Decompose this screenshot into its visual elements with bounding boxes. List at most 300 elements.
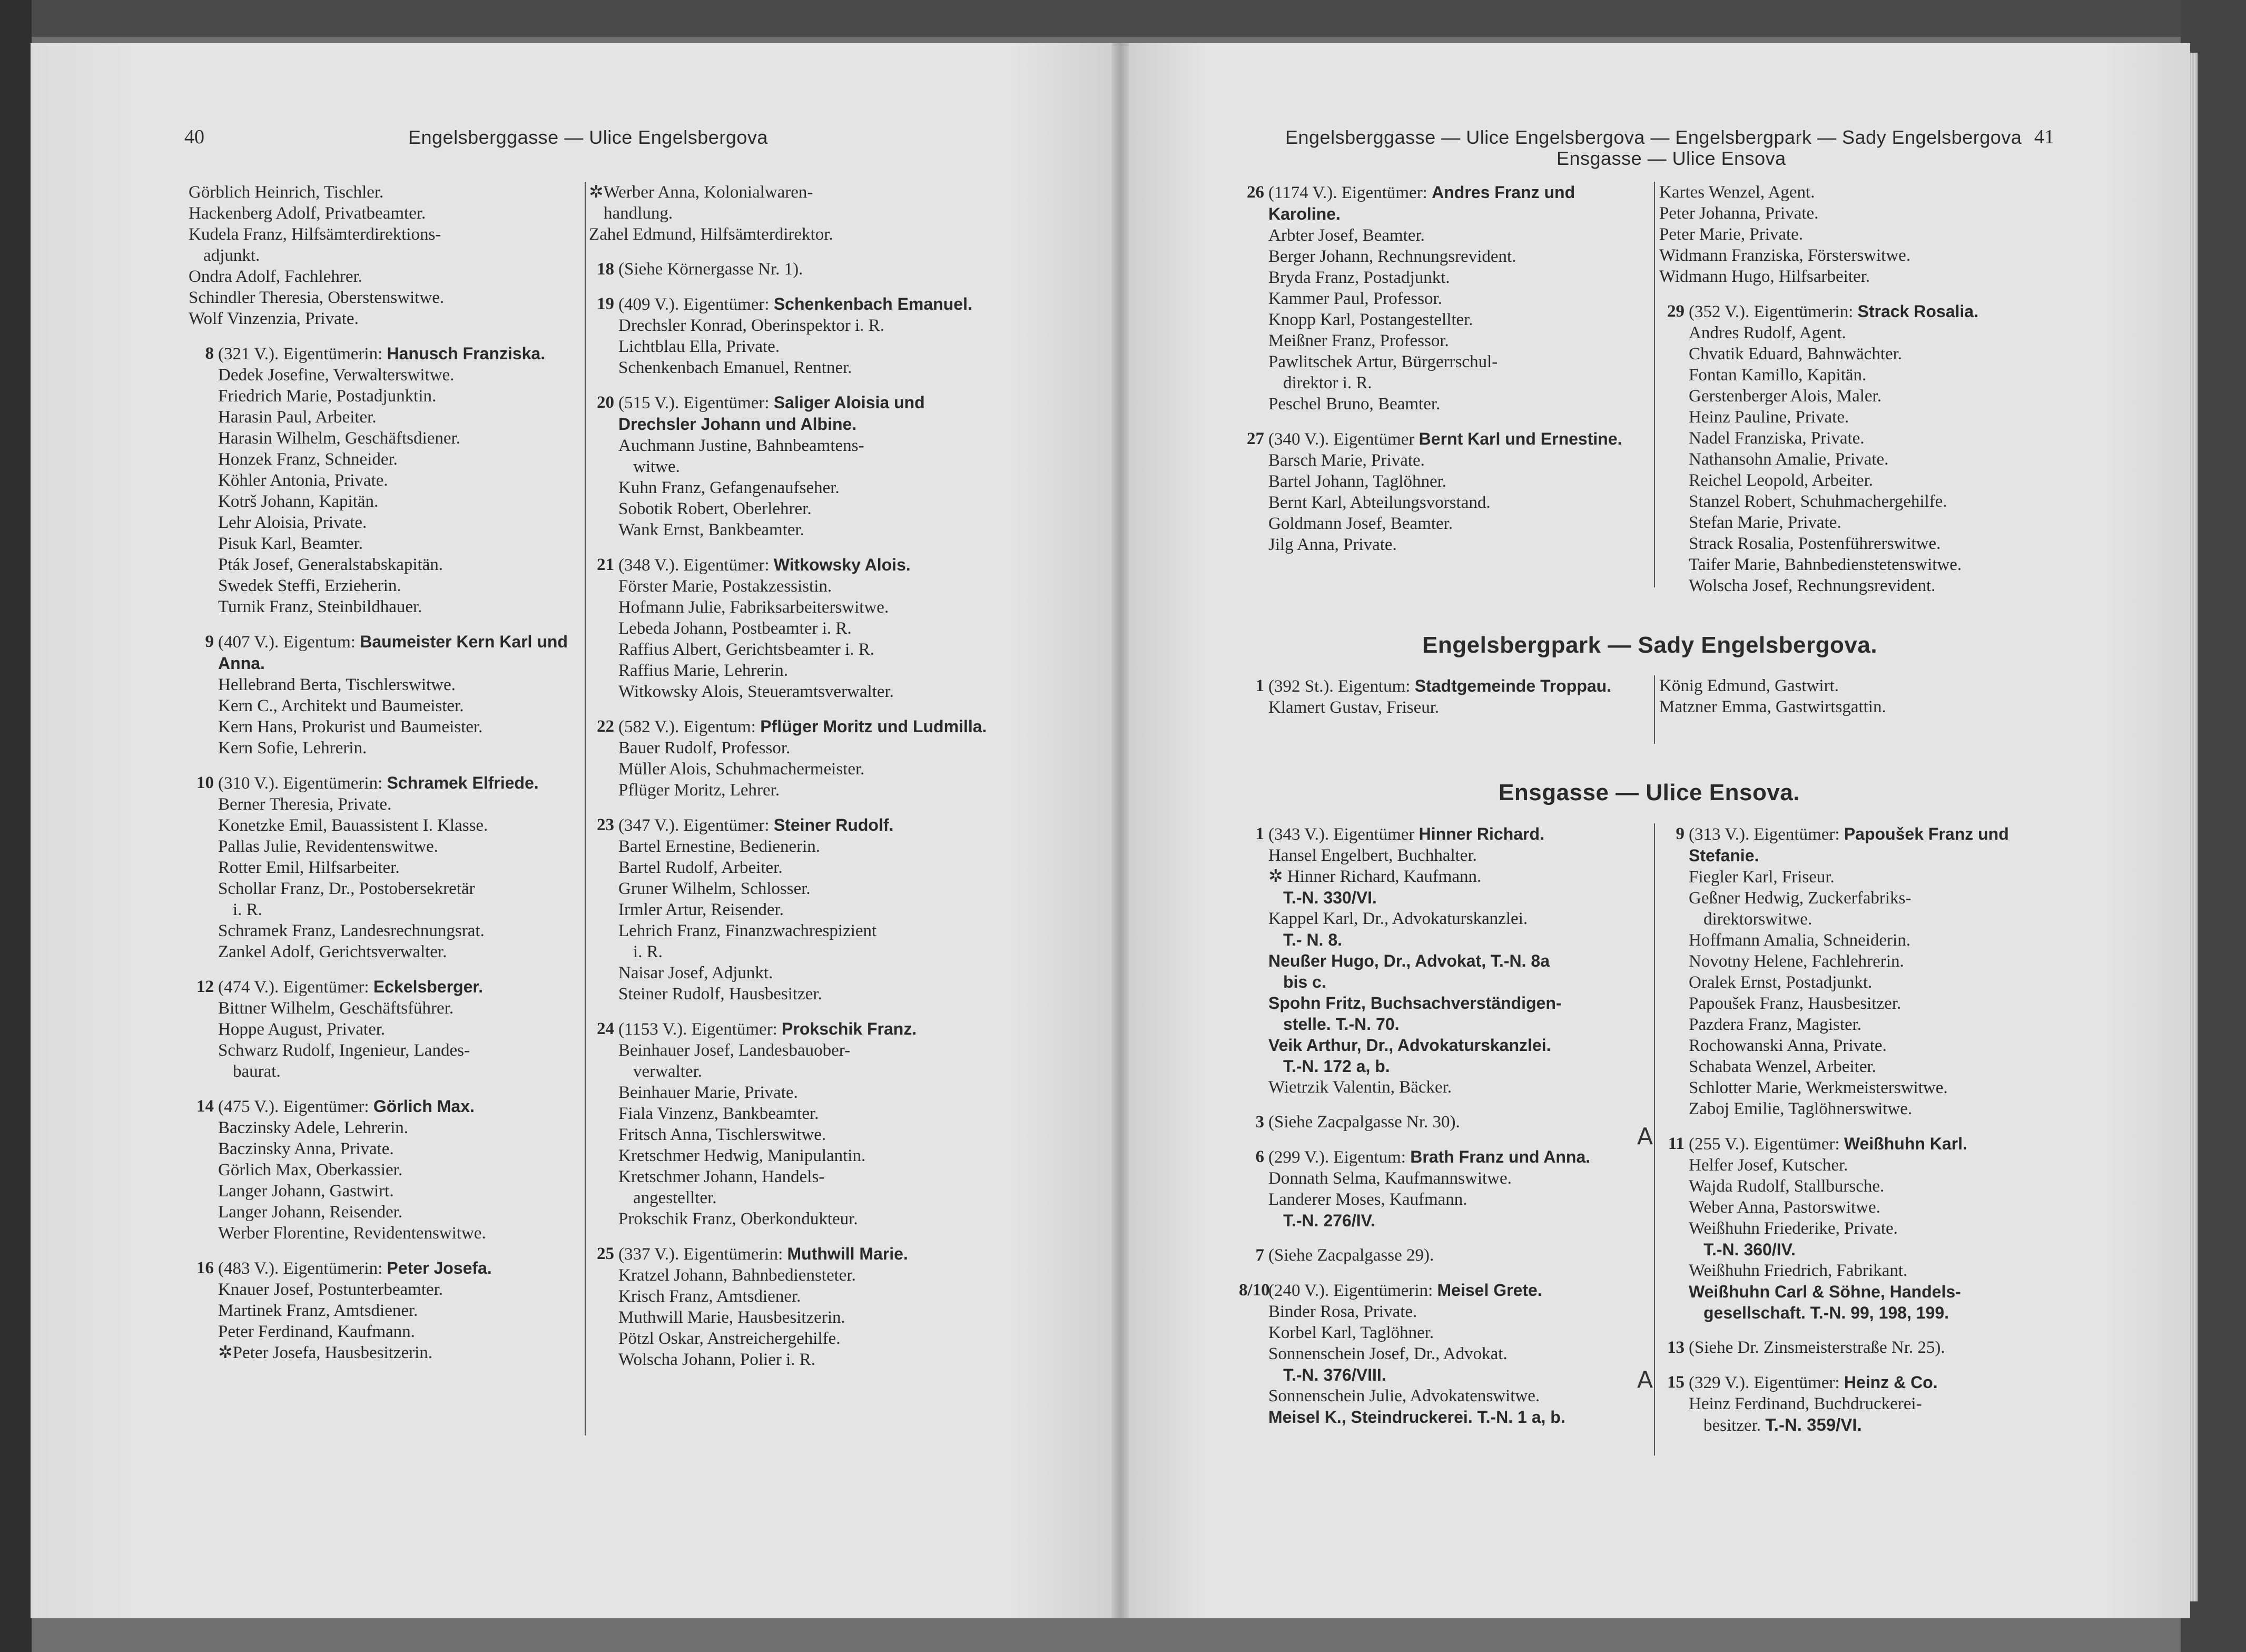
- house-number: 9: [205, 632, 214, 651]
- house-record: (337 V.). Eigentümerin:: [618, 1245, 783, 1264]
- house-owner-line: [1689, 1372, 2075, 1393]
- resident-line: Pazdera Franz, Magister.: [1689, 1015, 1862, 1034]
- resident-line: Hofmann Julie, Fabriksarbeiterswitwe.: [618, 598, 889, 617]
- house-owner-line: [1268, 1112, 1639, 1133]
- spacer: [189, 329, 578, 343]
- house-entry: [1659, 823, 2075, 1119]
- house-owner-line: [218, 976, 578, 998]
- resident-line: Ondra Adolf, Fachlehrer.: [189, 267, 362, 286]
- resident-line: direktorswitwe.: [1703, 910, 1812, 929]
- resident-line: Harasin Paul, Arbeiter.: [218, 408, 377, 427]
- resident-line: Schwarz Rudolf, Ingenieur, Landes-: [218, 1041, 470, 1060]
- phone-number: T.-N. 330/VI.: [1283, 888, 1377, 907]
- resident-line: Wajda Rudolf, Stallbursche.: [1689, 1177, 1885, 1196]
- resident-line: Bernt Karl, Abteilungsvorstand.: [1268, 493, 1491, 512]
- resident-line: Naisar Josef, Adjunkt.: [618, 963, 773, 982]
- resident-line: direktor i. R.: [1283, 373, 1372, 392]
- column-rule-park: [1654, 675, 1655, 744]
- book-cover-top: [0, 0, 2246, 37]
- resident-line: Helfer Josef, Kutscher.: [1689, 1156, 1848, 1175]
- house-entry: [589, 554, 1000, 702]
- house-number: 7: [1255, 1246, 1264, 1265]
- owner-name: Stadtgemeinde Troppau.: [1414, 676, 1612, 695]
- resident-line: Fiegler Karl, Friseur.: [1689, 868, 1835, 887]
- house-entry: [1239, 823, 1639, 1098]
- resident-line: Taifer Marie, Bahnbedienstetenswitwe.: [1689, 555, 1962, 574]
- resident-line: Schollar Franz, Dr., Postobersekretär: [218, 879, 475, 898]
- resident-line: baurat.: [233, 1062, 281, 1081]
- resident-line: Wank Ernst, Bankbeamter.: [618, 520, 804, 539]
- resident-line: Kotrš Johann, Kapitän.: [218, 492, 379, 511]
- resident-line: Werber Florentine, Revidentenswitwe.: [218, 1224, 486, 1243]
- business-line: T.-N. 376/VIII.: [1283, 1365, 1386, 1384]
- house-number: 1: [1255, 676, 1264, 695]
- running-head-left: Engelsberggasse — Ulice Engelsbergova: [408, 126, 768, 148]
- resident-line: Schlotter Marie, Werkmeisterswitwe.: [1689, 1078, 1948, 1097]
- business-line: Neußer Hugo, Dr., Advokat, T.-N. 8a: [1268, 951, 1550, 970]
- house-record: (407 V.). Eigentum:: [218, 633, 356, 652]
- house-record: (348 V.). Eigentümer:: [618, 556, 770, 575]
- handwritten-mark-a: A: [1637, 1123, 1653, 1150]
- resident-line: Reichel Leopold, Arbeiter.: [1689, 471, 1874, 490]
- house-entry: [189, 976, 578, 1082]
- house-record: (299 V.). Eigentum:: [1268, 1148, 1406, 1167]
- house-record: (582 V.). Eigentum:: [618, 717, 756, 736]
- resident-line: Kuhn Franz, Gefangenaufseher.: [618, 478, 840, 497]
- resident-line: Hoppe August, Privater.: [218, 1020, 386, 1039]
- resident-line: Peschel Bruno, Beamter.: [1268, 395, 1441, 414]
- owner-name: Steiner Rudolf.: [773, 815, 894, 834]
- house-number: 1: [1255, 824, 1264, 843]
- house-record: (392 St.). Eigentum:: [1268, 677, 1411, 696]
- resident-line: Landerer Moses, Kaufmann.: [1268, 1190, 1467, 1209]
- resident-line: Wolscha Josef, Rechnungsrevident.: [1689, 576, 1936, 595]
- house-entry: [189, 343, 578, 617]
- house-record: (Siehe Zacpalgasse Nr. 30).: [1268, 1113, 1460, 1132]
- house-record: (255 V.). Eigentümer:: [1689, 1135, 1840, 1154]
- resident-line: ✲Werber Anna, Kolonialwaren-: [589, 183, 813, 202]
- owner-name: Muthwill Marie.: [787, 1244, 908, 1263]
- house-entry: [589, 392, 1000, 540]
- resident-line: Bartel Rudolf, Arbeiter.: [618, 858, 783, 877]
- house-record: (474 V.). Eigentümer:: [218, 978, 369, 997]
- resident-line: Rotter Emil, Hilfsarbeiter.: [218, 858, 400, 877]
- house-number: 22: [597, 717, 614, 736]
- house-number: 20: [597, 393, 614, 412]
- house-number: 27: [1247, 429, 1264, 448]
- resident-line: Zankel Adolf, Gerichtsverwalter.: [218, 942, 447, 961]
- house-entry: [1239, 1280, 1639, 1428]
- resident-line: Knauer Josef, Postunterbeamter.: [218, 1280, 444, 1299]
- house-number: 9: [1676, 824, 1684, 843]
- resident-line: Widmann Franziska, Försterswitwe.: [1659, 246, 1911, 265]
- resident-line: Heinz Ferdinand, Buchdruckerei-: [1689, 1394, 1922, 1413]
- resident-line: Stanzel Robert, Schuhmachergehilfe.: [1689, 492, 1947, 511]
- resident-line: Kern Sofie, Lehrerin.: [218, 739, 367, 758]
- resident-line: Wolscha Johann, Polier i. R.: [618, 1350, 816, 1369]
- page-number-right: 41: [2034, 126, 2054, 148]
- house-owner-line: [1268, 1280, 1639, 1301]
- book-gutter: [1111, 43, 1129, 1618]
- house-entry: [1659, 1337, 2075, 1358]
- park-column-2: [1659, 675, 2060, 717]
- house-entry: [589, 1018, 1000, 1230]
- resident-line: Chvatik Eduard, Bahnwächter.: [1689, 345, 1903, 363]
- resident-line: Swedek Steffi, Erzieherin.: [218, 576, 401, 595]
- house-record: (352 V.). Eigentümerin:: [1689, 302, 1854, 321]
- house-owner-line: [1268, 182, 1639, 225]
- house-entry: [589, 259, 1000, 280]
- resident-line: Auchmann Justine, Bahnbeamtens-: [618, 436, 864, 455]
- resident-line: Kammer Paul, Professor.: [1268, 289, 1442, 308]
- resident-line: Schramek Franz, Landesrechnungsrat.: [218, 921, 485, 940]
- resident-line: Drechsler Konrad, Oberinspektor i. R.: [618, 316, 884, 335]
- resident-line: Andres Rudolf, Agent.: [1689, 323, 1846, 342]
- resident-line: Bartel Johann, Taglöhner.: [1268, 472, 1447, 491]
- resident-line: Kern C., Architekt und Baumeister.: [218, 696, 464, 715]
- house-entry: [1239, 1146, 1639, 1231]
- resident-line: Irmler Artur, Reisender.: [618, 900, 784, 919]
- resident-line: Langer Johann, Reisender.: [218, 1203, 403, 1222]
- resident-line: ✲Peter Josefa, Hausbesitzerin.: [218, 1343, 433, 1362]
- business-line: T.-N. 276/IV.: [1283, 1211, 1375, 1230]
- house-entry: [1659, 1372, 2075, 1436]
- owner-name: Weißhuhn Karl.: [1844, 1134, 1967, 1153]
- business-line: T.-N. 360/IV.: [1703, 1240, 1796, 1259]
- house-record: (Siehe Zacpalgasse 29).: [1268, 1246, 1434, 1265]
- resident-line: Bauer Rudolf, Professor.: [618, 739, 791, 758]
- column-rule-ensgasse: [1654, 823, 1655, 1456]
- resident-line: Steiner Rudolf, Hausbesitzer.: [618, 985, 822, 1004]
- resident-line: Baczinsky Anna, Private.: [218, 1139, 394, 1158]
- resident-line: Gerstenberger Alois, Maler.: [1689, 387, 1881, 406]
- business-line: stelle. T.-N. 70.: [1283, 1015, 1400, 1034]
- resident-line: Pallas Julie, Revidentenswitwe.: [218, 837, 438, 856]
- resident-line: Klamert Gustav, Friseur.: [1268, 698, 1440, 717]
- resident-line: Friedrich Marie, Postadjunktin.: [218, 387, 437, 406]
- resident-line: Schindler Theresia, Oberstenswitwe.: [189, 288, 445, 307]
- resident-line: Peter Johanna, Private.: [1659, 204, 1819, 223]
- resident-line: Sobotik Robert, Oberlehrer.: [618, 499, 812, 518]
- owner-name: Hanusch Franziska.: [387, 344, 546, 363]
- house-owner-line: [618, 814, 1000, 836]
- resident-line: Fiala Vinzenz, Bankbeamter.: [618, 1104, 819, 1123]
- house-record: (310 V.). Eigentümerin:: [218, 774, 383, 793]
- resident-line: Arbter Josef, Beamter.: [1268, 226, 1425, 245]
- running-head-right-line2: Ensgasse — Ulice Ensova: [1557, 148, 1786, 169]
- left-column-2: [589, 182, 1000, 1370]
- house-entry: [189, 772, 578, 962]
- owner-name: Saliger Aloisia und Drechsler Johann und Albine.: [618, 393, 925, 434]
- resident-line: besitzer. T.-N. 359/VI.: [1703, 1415, 1862, 1435]
- park-residents: [1659, 675, 2060, 717]
- resident-line: Kretschmer Johann, Handels-: [618, 1167, 825, 1186]
- resident-line: Krisch Franz, Amtsdiener.: [618, 1287, 801, 1306]
- resident-line: Förster Marie, Postakzessistin.: [618, 577, 832, 596]
- house-record: (313 V.). Eigentümer:: [1689, 825, 1840, 844]
- resident-line: Langer Johann, Gastwirt.: [218, 1182, 394, 1201]
- resident-line: Sonnenschein Julie, Advokatenswitwe.: [1268, 1386, 1540, 1405]
- resident-line: Donnath Selma, Kaufmannswitwe.: [1268, 1169, 1512, 1188]
- lead-residents: [589, 182, 1000, 245]
- resident-line: Lichtblau Ella, Private.: [618, 337, 780, 356]
- house-record: (483 V.). Eigentümerin:: [218, 1259, 383, 1278]
- resident-line: angestellter.: [633, 1188, 717, 1207]
- resident-line: Papoušek Franz, Hausbesitzer.: [1689, 994, 1902, 1013]
- resident-line: handlung.: [604, 204, 673, 223]
- owner-name: Hinner Richard.: [1418, 824, 1544, 843]
- resident-line: Witkowsky Alois, Steueramtsverwalter.: [618, 682, 894, 701]
- resident-line: Konetzke Emil, Bauassistent I. Klasse.: [218, 816, 488, 835]
- house-owner-line: [218, 343, 578, 365]
- resident-line: Nathansohn Amalie, Private.: [1689, 450, 1889, 469]
- house-number: 26: [1247, 183, 1264, 202]
- book-cover-left: [0, 0, 32, 1652]
- house-entry: [1239, 428, 1639, 555]
- resident-line: Kratzel Johann, Bahnbediensteter.: [618, 1266, 856, 1285]
- resident-line: Zaboj Emilie, Taglöhnerswitwe.: [1689, 1099, 1913, 1118]
- house-owner-line: [218, 1257, 578, 1279]
- resident-line: Pawlitschek Artur, Bürgerrschul-: [1268, 352, 1498, 371]
- owner-name: Bernt Karl und Ernestine.: [1418, 429, 1622, 448]
- house-number: 21: [597, 555, 614, 574]
- resident-line: Kartes Wenzel, Agent.: [1659, 183, 1815, 202]
- left-column-1: [189, 182, 578, 1363]
- resident-line: i. R.: [233, 900, 262, 919]
- house-owner-line: [1689, 301, 2075, 322]
- right-column-2: [1659, 182, 2075, 596]
- ensgasse-column-2: [1659, 823, 2075, 1436]
- resident-line: Wietrzik Valentin, Bäcker.: [1268, 1078, 1452, 1097]
- resident-line: Goldmann Josef, Beamter.: [1268, 514, 1453, 533]
- resident-line: Strack Rosalia, Postenführerswitwe.: [1689, 534, 1941, 553]
- resident-line: Görblich Heinrich, Tischler.: [189, 183, 384, 202]
- house-owner-line: [618, 392, 1000, 435]
- resident-line: Pötzl Oskar, Anstreichergehilfe.: [618, 1329, 841, 1348]
- house-number: 18: [597, 260, 614, 279]
- house-owner-line: [618, 1018, 1000, 1040]
- resident-line: Pisuk Karl, Beamter.: [218, 534, 363, 553]
- house-record: (343 V.). Eigentümer: [1268, 825, 1415, 844]
- house-number: 12: [196, 977, 214, 996]
- resident-line: Zahel Edmund, Hilfsämterdirektor.: [589, 225, 833, 244]
- house-entry: [589, 814, 1000, 1005]
- house-owner-line: [1268, 1245, 1639, 1266]
- owner-name: Papoušek Franz und Stefanie.: [1689, 824, 2009, 865]
- house-number: 24: [597, 1019, 614, 1038]
- resident-line: Martinek Franz, Amtsdiener.: [218, 1301, 418, 1320]
- house-record: (475 V.). Eigentümer:: [218, 1097, 369, 1116]
- business-line: Veik Arthur, Dr., Advokaturskanzlei.: [1268, 1036, 1551, 1055]
- business-line: Weißhuhn Carl & Söhne, Handels-: [1689, 1282, 1961, 1301]
- house-number: 25: [597, 1244, 614, 1263]
- resident-line: Bittner Wilhelm, Geschäftsführer.: [218, 999, 454, 1018]
- house-entry: [589, 716, 1000, 801]
- house-owner-line: [618, 716, 1000, 738]
- resident-line: Kudela Franz, Hilfsämterdirektions-: [189, 225, 441, 244]
- house-entry: [1239, 1245, 1639, 1266]
- resident-line: Sonnenschein Josef, Dr., Advokat.: [1268, 1344, 1508, 1363]
- resident-line: Rochowanski Anna, Private.: [1689, 1036, 1887, 1055]
- resident-line: Weißhuhn Friederike, Private.: [1689, 1219, 1898, 1238]
- house-number: 15: [1667, 1373, 1684, 1392]
- spacer: [1659, 287, 2075, 301]
- resident-line: Kern Hans, Prokurist und Baumeister.: [218, 717, 483, 736]
- house-owner-line: [218, 772, 578, 794]
- house-entry: [589, 1243, 1000, 1370]
- business-line: Meisel K., Steindruckerei. T.-N. 1 a, b.: [1268, 1408, 1565, 1427]
- resident-line: Korbel Karl, Taglöhner.: [1268, 1323, 1434, 1342]
- column-rule-right-top: [1654, 182, 1655, 587]
- resident-line: Binder Rosa, Private.: [1268, 1302, 1417, 1321]
- resident-line: Fritsch Anna, Tischlerswitwe.: [618, 1125, 826, 1144]
- resident-line: Lehrich Franz, Finanzwachrespizient: [618, 921, 877, 940]
- right-column-1: [1239, 182, 1639, 555]
- house-record: (Siehe Dr. Zinsmeisterstraße Nr. 25).: [1689, 1338, 1945, 1357]
- park-column-1: [1239, 675, 1639, 718]
- house-number: 8/10: [1239, 1281, 1270, 1300]
- house-number: 6: [1255, 1147, 1264, 1166]
- resident-line: Weißhuhn Friedrich, Fabrikant.: [1689, 1261, 1908, 1280]
- resident-line: Kappel Karl, Dr., Advokaturskanzlei.: [1268, 909, 1528, 928]
- resident-line: Peter Ferdinand, Kaufmann.: [218, 1322, 415, 1341]
- resident-line: Raffius Marie, Lehrerin.: [618, 661, 788, 680]
- resident-line: ✲ Hinner Richard, Kaufmann.: [1268, 867, 1482, 886]
- house-number: 16: [196, 1258, 214, 1277]
- resident-line: Jilg Anna, Private.: [1268, 535, 1397, 554]
- business-line: Spohn Fritz, Buchsachverständigen-: [1268, 994, 1562, 1012]
- page-number-left: 40: [184, 126, 204, 148]
- house-entry: [1659, 301, 2075, 596]
- house-number: 10: [196, 773, 214, 792]
- resident-line: Weber Anna, Pastorswitwe.: [1689, 1198, 1880, 1217]
- house-record: (321 V.). Eigentümerin:: [218, 345, 383, 363]
- section-title-ensgasse: Ensgasse — Ulice Ensova.: [1499, 780, 1800, 805]
- ensgasse-column-1: [1239, 823, 1639, 1428]
- house-owner-line: [218, 631, 578, 674]
- house-number: 11: [1668, 1134, 1684, 1153]
- resident-line: Raffius Albert, Gerichtsbeamter i. R.: [618, 640, 875, 659]
- owner-name: Brath Franz und Anna.: [1410, 1147, 1591, 1166]
- resident-line: i. R.: [633, 942, 663, 961]
- house-record: (347 V.). Eigentümer:: [618, 816, 770, 835]
- resident-line: Knopp Karl, Postangestellter.: [1268, 310, 1473, 329]
- house-owner-line: [1268, 428, 1639, 450]
- handwritten-mark-a: A: [1637, 1366, 1653, 1393]
- resident-line: Müller Alois, Schuhmachermeister.: [618, 760, 865, 779]
- resident-line: Gruner Wilhelm, Schlosser.: [618, 879, 811, 898]
- house-number: 23: [597, 815, 614, 834]
- running-head-right-line1: Engelsberggasse — Ulice Engelsbergova — Engelsbergpark — Sady Engelsbergova: [1285, 126, 2022, 148]
- resident-line: Pflüger Moritz, Lehrer.: [618, 781, 780, 800]
- house-number: 3: [1255, 1113, 1264, 1132]
- resident-line: Matzner Emma, Gastwirtsgattin.: [1659, 697, 1886, 716]
- house-entry: [1239, 1112, 1639, 1133]
- house-owner-line: [618, 259, 1000, 280]
- business-line: gesellschaft. T.-N. 99, 198, 199.: [1703, 1303, 1949, 1322]
- resident-line: Hellebrand Berta, Tischlerswitwe.: [218, 675, 456, 694]
- house-entry: [1239, 182, 1639, 415]
- resident-line: Novotny Helene, Fachlehrerin.: [1689, 952, 1904, 971]
- business-line: T.-N. 172 a, b.: [1283, 1057, 1390, 1076]
- house-record: (1174 V.). Eigentümer:: [1268, 183, 1427, 202]
- resident-line: Nadel Franziska, Private.: [1689, 429, 1865, 448]
- house-entry: [189, 1096, 578, 1244]
- resident-line: verwalter.: [633, 1062, 703, 1081]
- house-entry: [1239, 675, 1639, 718]
- lead-residents: [1659, 182, 2075, 287]
- owner-name: Prokschik Franz.: [782, 1019, 917, 1038]
- house-record: (409 V.). Eigentümer:: [618, 295, 770, 314]
- owner-name: Witkowsky Alois.: [773, 555, 911, 574]
- resident-line: Wolf Vinzenzia, Private.: [189, 309, 359, 328]
- business-line: T.- N. 8.: [1283, 930, 1343, 949]
- owner-name: Görlich Max.: [373, 1097, 475, 1116]
- spacer: [589, 245, 1000, 259]
- resident-line: Fontan Kamillo, Kapitän.: [1689, 366, 1867, 385]
- house-record: (1153 V.). Eigentümer:: [618, 1020, 777, 1039]
- resident-line: adjunkt.: [203, 246, 260, 265]
- resident-line: Peter Marie, Private.: [1659, 225, 1804, 244]
- owner-name: Meisel Grete.: [1437, 1281, 1542, 1300]
- resident-line: Lebeda Johann, Postbeamter i. R.: [618, 619, 852, 638]
- resident-line: Görlich Max, Oberkassier.: [218, 1161, 403, 1179]
- resident-line: Berner Theresia, Private.: [218, 795, 392, 814]
- resident-line: Kretschmer Hedwig, Manipulantin.: [618, 1146, 866, 1165]
- house-owner-line: [1689, 1337, 2075, 1358]
- owner-name: Schramek Elfriede.: [387, 773, 539, 792]
- resident-line: Bartel Ernestine, Bedienerin.: [618, 837, 821, 856]
- resident-line: Oralek Ernst, Postadjunkt.: [1689, 973, 1873, 992]
- resident-line: Heinz Pauline, Private.: [1689, 408, 1849, 427]
- business-line: bis c.: [1283, 972, 1326, 991]
- resident-line: Widmann Hugo, Hilfsarbeiter.: [1659, 267, 1870, 286]
- house-owner-line: [1689, 1133, 2075, 1155]
- house-record: (515 V.). Eigentümer:: [618, 394, 770, 412]
- house-number: 8: [205, 344, 214, 363]
- resident-line: Stefan Marie, Private.: [1689, 513, 1841, 532]
- owner-name: Peter Josefa.: [387, 1258, 492, 1277]
- house-number: 13: [1667, 1338, 1684, 1357]
- resident-line: Berger Johann, Rechnungsrevident.: [1268, 247, 1516, 266]
- owner-name: Eckelsberger.: [373, 977, 483, 996]
- resident-line: Pták Josef, Generalstabskapitän.: [218, 555, 444, 574]
- resident-line: Köhler Antonia, Private.: [218, 471, 388, 490]
- house-number: 14: [196, 1097, 214, 1116]
- house-owner-line: [218, 1096, 578, 1117]
- resident-line: Lehr Aloisia, Private.: [218, 513, 367, 532]
- resident-line: Baczinsky Adele, Lehrerin.: [218, 1118, 409, 1137]
- column-rule-left: [585, 182, 586, 1435]
- resident-line: Harasin Wilhelm, Geschäftsdiener.: [218, 429, 460, 448]
- resident-line: Honzek Franz, Schneider.: [218, 450, 398, 469]
- resident-line: Prokschik Franz, Oberkondukteur.: [618, 1210, 858, 1228]
- resident-line: Meißner Franz, Professor.: [1268, 331, 1449, 350]
- house-owner-line: [618, 1243, 1000, 1265]
- resident-line: Muthwill Marie, Hausbesitzerin.: [618, 1308, 845, 1327]
- resident-line: Bryda Franz, Postadjunkt.: [1268, 268, 1450, 287]
- house-record: (Siehe Körnergasse Nr. 1).: [618, 260, 803, 279]
- house-owner-line: [1268, 823, 1639, 845]
- house-owner-line: [1268, 1146, 1639, 1168]
- resident-line: König Edmund, Gastwirt.: [1659, 676, 1839, 695]
- house-entry: [189, 631, 578, 759]
- resident-line: Hackenberg Adolf, Privatbeamter.: [189, 204, 426, 223]
- resident-line: Turnik Franz, Steinbildhauer.: [218, 597, 422, 616]
- resident-line: Schabata Wenzel, Arbeiter.: [1689, 1057, 1876, 1076]
- section-title-engelsbergpark: Engelsbergpark — Sady Engelsbergova.: [1422, 632, 1878, 658]
- resident-line: Beinhauer Josef, Landesbauober-: [618, 1041, 851, 1060]
